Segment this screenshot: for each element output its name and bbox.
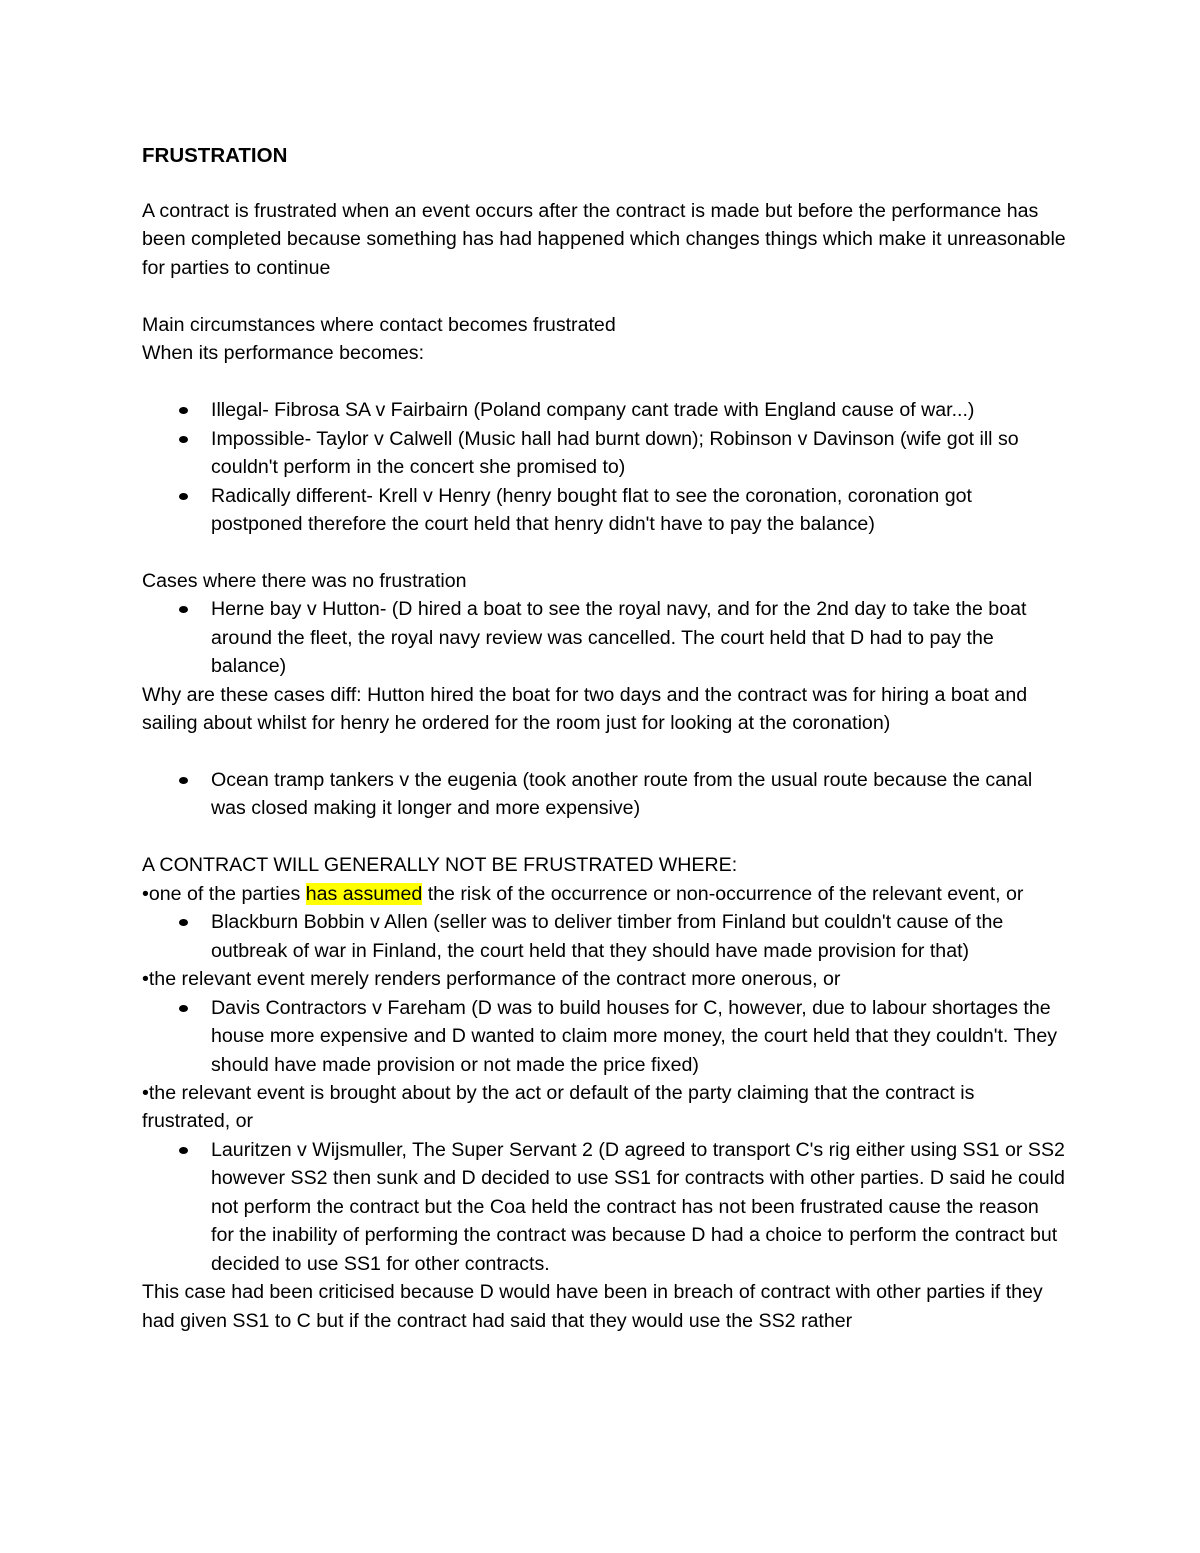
list-item-text: Davis Contractors v Fareham (D was to build houses for C, however, due to labour shortages the house more expensive and D wanted to claim more money, the court held that they couldn't. They should have made provision or not made the price fixed) [211, 996, 1058, 1076]
bullet-icon [179, 777, 188, 784]
point-one-text-continued: the risk of the occurrence or non-occurrence of the relevant event, or [422, 882, 1024, 905]
spacer [142, 368, 1067, 396]
bullet-icon [179, 493, 188, 500]
no-frustration-list-2 [142, 766, 1067, 823]
list-item [142, 595, 1067, 680]
no-frustration-heading: Cases where there was no frustration [142, 569, 467, 592]
point-two: •the relevant event merely renders performance of the contract more onerous, or [142, 968, 841, 991]
list-item-text: Herne bay v Hutton- (D hired a boat to see the royal navy, and for the 2nd day to take the boat around the fleet, the royal navy review was cancelled. The court held that D had to pay the balance) [211, 598, 1027, 678]
list-item-text: Lauritzen v Wijsmuller, The Super Servant 2 (D agreed to transport C's rig either using SS1 or SS2 however SS2 then sunk and D decided to use SS1 for contracts with other parties. D said he could not perform the contract but the Coa held the contract has not been frustrated cause the reason for the inability of performing the contract was because D had a choice to perform the contract but decided to use SS1 for other contracts. [211, 1138, 1065, 1275]
spacer [142, 538, 1067, 566]
closing-paragraph: This case had been criticised because D would have been in breach of contract with other parties if they had given SS1 to C but if the contract had said that they would use the SS2 rather [142, 1281, 1043, 1332]
bullet-icon [179, 1147, 188, 1154]
list-item-text: Impossible- Taylor v Calwell (Music hall had burnt down); Robinson v Davinson (wife got ill so couldn't perform in the concert she promised to) [211, 427, 1019, 479]
point-two-list [142, 994, 1067, 1079]
list-item [142, 908, 1067, 965]
point-three: •the relevant event is brought about by the act or default of the party claiming that the contract is frustrated, or [142, 1081, 975, 1133]
spacer [142, 823, 1067, 851]
main-circumstances-heading: Main circumstances where contact becomes frustrated [142, 313, 616, 336]
intro-paragraph: A contract is frustrated when an event occurs after the contract is made but before the performance has been completed because something has had happened which changes things which make it unreasonable for parties to continue [142, 200, 1066, 279]
list-item [142, 396, 1067, 424]
spacer [142, 282, 1067, 310]
list-item [142, 766, 1067, 823]
not-frustrated-heading: A CONTRACT WILL GENERALLY NOT BE FRUSTRATED WHERE: [142, 854, 738, 877]
list-item-text: Ocean tramp tankers v the eugenia (took another route from the usual route because the canal was closed making it longer and more expensive) [211, 769, 1033, 820]
spacer [142, 738, 1067, 766]
no-frustration-list [142, 595, 1067, 680]
bullet-icon [179, 919, 188, 926]
point-one-text: •one of the parties [142, 882, 306, 905]
highlighted-text: has assumed [305, 882, 423, 905]
why-diff-paragraph: Why are these cases diff: Hutton hired the boat for two days and the contract was for hiring a boat and sailing about whilst for henry he ordered for the room just for looking at the coronation) [142, 683, 1028, 735]
document-page [142, 140, 1067, 1335]
point-one [142, 880, 1067, 908]
list-item [142, 482, 1067, 539]
main-circumstances-subheading: When its performance becomes: [142, 342, 425, 365]
list-item-text: Blackburn Bobbin v Allen (seller was to deliver timber from Finland but couldn't cause of the outbreak of war in Finland, the court held that they should have made provision for that) [211, 911, 1004, 962]
list-item-text: Radically different- Krell v Henry (henry bought flat to see the coronation, coronation got postponed therefore the court held that henry didn't have to pay the balance) [211, 484, 972, 535]
bullet-icon [179, 1005, 188, 1012]
bullet-icon [179, 407, 188, 414]
document-title: FRUSTRATION [142, 144, 288, 167]
bullet-icon [179, 606, 188, 613]
bullet-icon [179, 436, 188, 443]
point-one-list [142, 908, 1067, 965]
list-item-text: Illegal- Fibrosa SA v Fairbairn (Poland company cant trade with England cause of war...) [211, 399, 975, 422]
main-circumstances-list [142, 396, 1067, 538]
list-item [142, 994, 1067, 1079]
point-three-list [142, 1136, 1067, 1278]
list-item [142, 425, 1067, 482]
list-item [142, 1136, 1067, 1278]
